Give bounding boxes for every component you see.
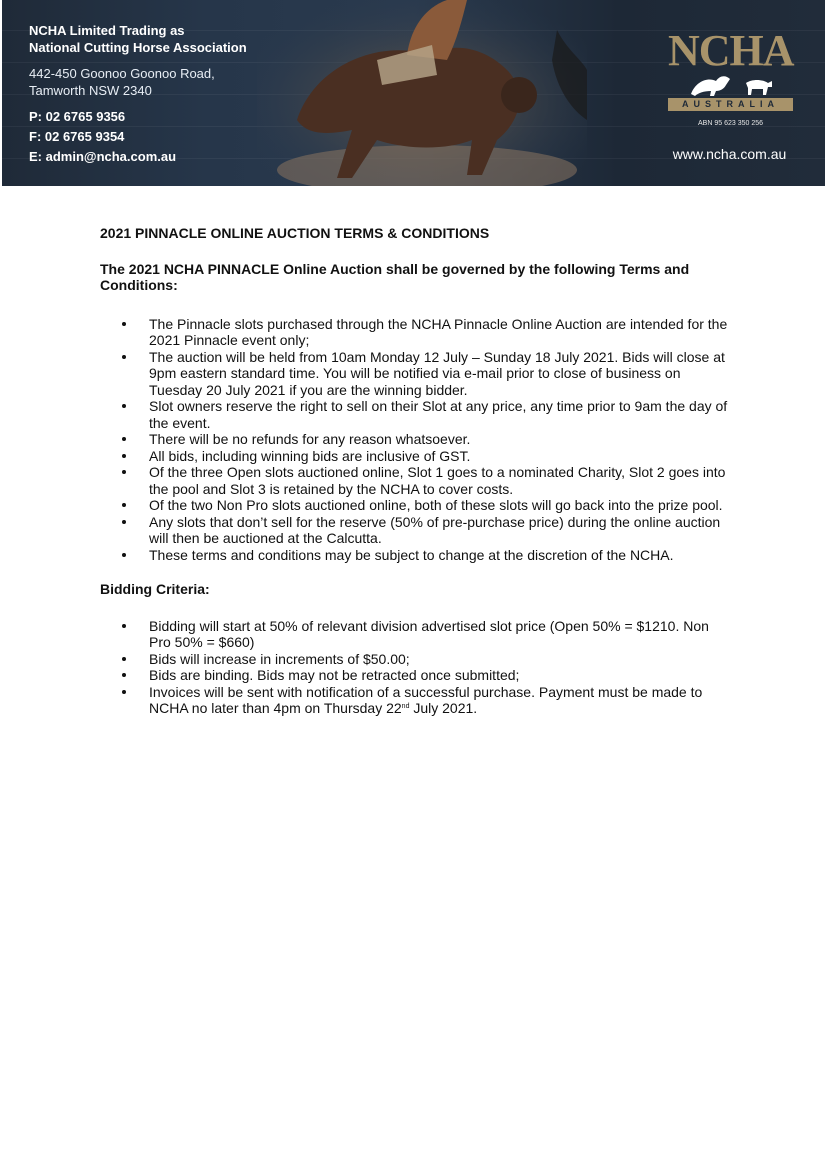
list-item: All bids, including winning bids are inclusive of GST. [100,448,730,465]
contact-block [29,22,247,167]
list-item: Of the three Open slots auctioned online, Slot 1 goes to a nominated Charity, Slot 2 goes into the pool and Slot 3 is retained by the NCHA to cover costs. [100,464,730,497]
logo-subtitle: AUSTRALIA [668,98,793,111]
list-item: Any slots that don’t sell for the reserve (50% of pre-purchase price) during the online auction will then be auctioned at the Calcutta. [100,514,730,547]
address-line1: 442-450 Goonoo Goonoo Road, [29,66,215,81]
list-item: Invoices will be sent with notification of a successful purchase. Payment must be made to NCHA no later than 4pm on Thursday 22nd July 2021. [100,684,730,717]
abn-number: ABN 95 623 350 256 [698,120,763,127]
letterhead-banner [2,0,825,186]
bullet-icon [122,503,126,507]
list-item: Slot owners reserve the right to sell on their Slot at any price, any time prior to 9am the day of the event. [100,398,730,431]
phone-number: P: 02 6765 9356 [29,109,126,124]
bullet-icon [122,690,126,694]
list-item: These terms and conditions may be subject to change at the discretion of the NCHA. [100,547,730,564]
list-item: Of the two Non Pro slots auctioned online, both of these slots will go back into the prize pool. [100,497,730,514]
email-address[interactable]: E: admin@ncha.com.au [29,149,177,164]
website-link[interactable]: www.ncha.com.au [672,146,787,162]
bullet-icon [122,454,126,458]
bidding-criteria-heading: Bidding Criteria: [100,581,210,597]
bullet-icon [122,657,126,661]
org-name-line2: National Cutting Horse Association [29,40,247,55]
fax-number: F: 02 6765 9354 [29,129,125,144]
logo-text: NCHA [668,26,794,75]
address-line2: Tamworth NSW 2340 [29,83,152,98]
cutting-horse-photo-icon [257,0,587,186]
horse-and-cow-emblem-icon [686,69,776,97]
bidding-list [100,618,730,717]
document-body [100,225,730,717]
terms-list [100,316,730,564]
bullet-icon [122,553,126,557]
list-item: There will be no refunds for any reason whatsoever. [100,431,730,448]
bullet-icon [122,355,126,359]
list-item: Bidding will start at 50% of relevant division advertised slot price (Open 50% = $1210. Non Pro 50% = $660) [100,618,730,651]
document-title: 2021 PINNACLE ONLINE AUCTION TERMS & CONDITIONS [100,225,490,241]
list-item: Bids are binding. Bids may not be retracted once submitted; [100,667,730,684]
bullet-icon [122,404,126,408]
org-name-line1: NCHA Limited Trading as [29,23,185,38]
list-item: The Pinnacle slots purchased through the NCHA Pinnacle Online Auction are intended for the 2021 Pinnacle event only; [100,316,730,349]
list-item: The auction will be held from 10am Monday 12 July – Sunday 18 July 2021. Bids will close at 9pm eastern standard time. You will be notified via e-mail prior to close of business on Tuesday 20 July 2021 if you are the winning bidder. [100,349,730,399]
ncha-australia-logo [668,25,793,120]
list-item: Bids will increase in increments of $50.00; [100,651,730,668]
intro-paragraph: The 2021 NCHA PINNACLE Online Auction shall be governed by the following Terms and Conditions: [100,260,690,293]
bullet-icon [122,470,126,474]
bullet-icon [122,322,126,326]
bullet-icon [122,624,126,628]
bullet-icon [122,673,126,677]
bullet-icon [122,520,126,524]
bullet-icon [122,437,126,441]
